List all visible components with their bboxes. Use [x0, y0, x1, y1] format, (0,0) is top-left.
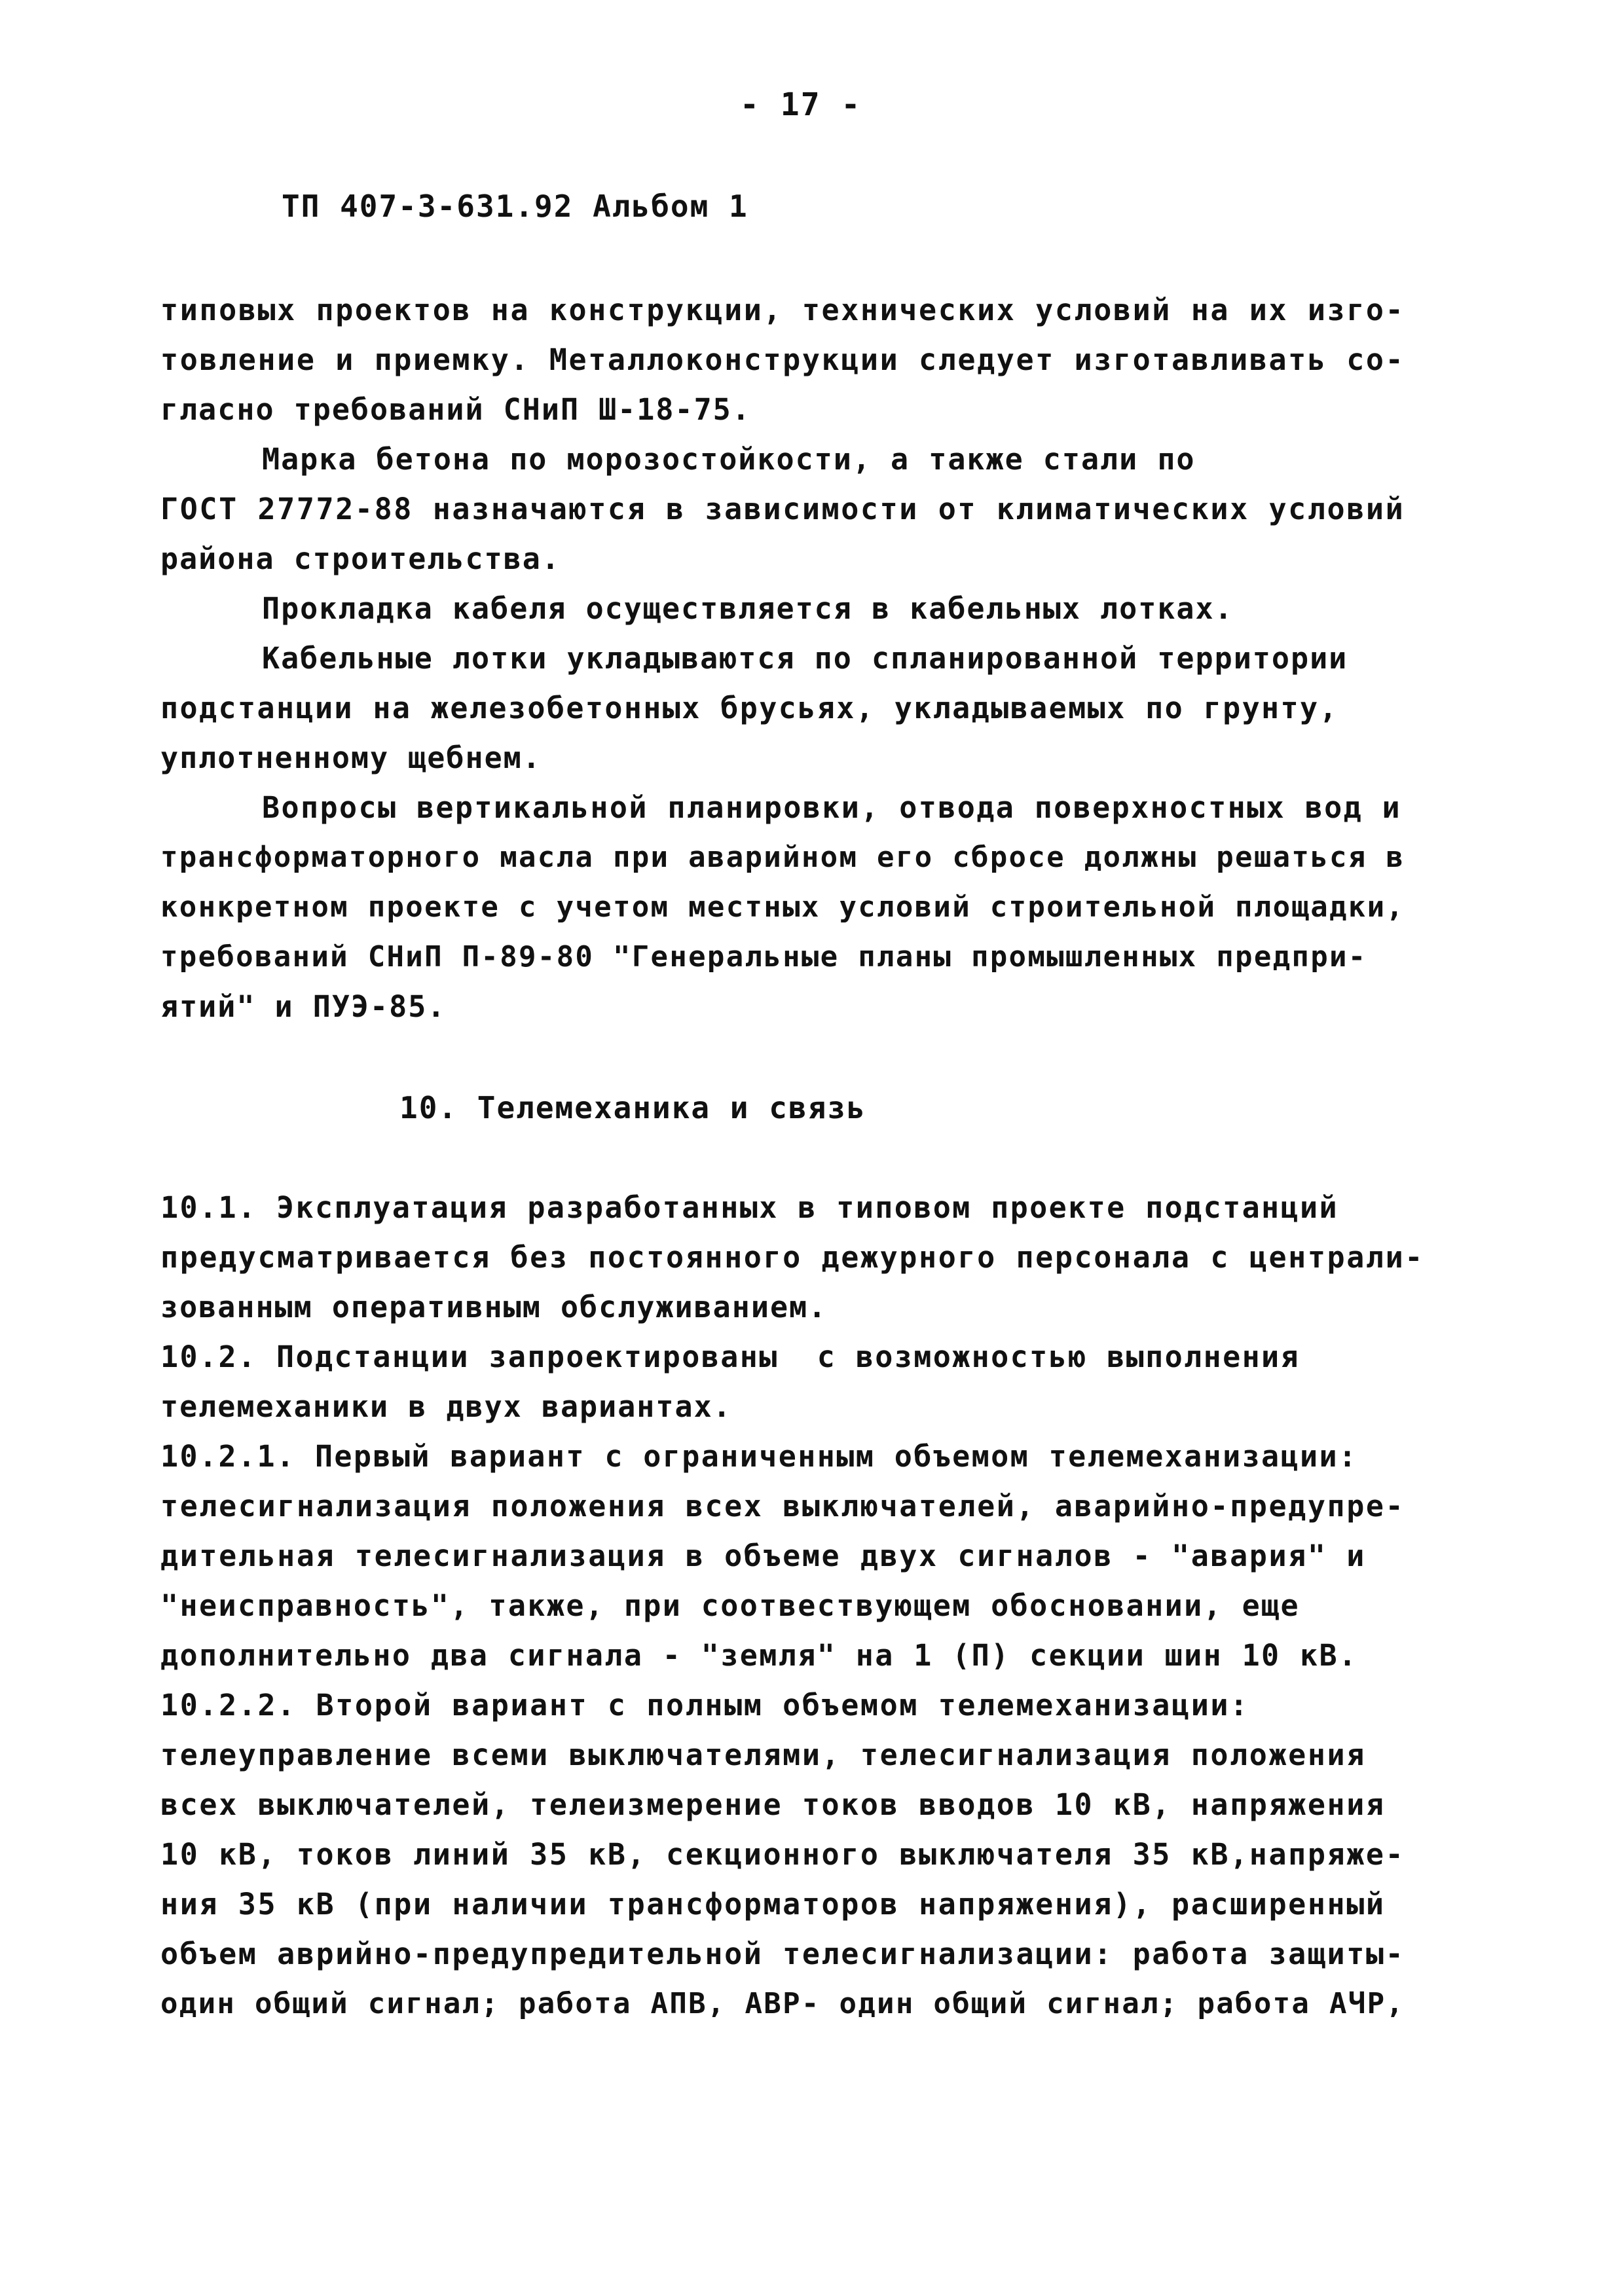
text-line: один общий сигнал; работа АПВ, АВР- один общий сигнал; работа АЧР, — [160, 1987, 1405, 2020]
text-line: 10.2. Подстанции запроектированы с возможностью выполнения — [160, 1339, 1301, 1374]
document-code-header: ТП 407-3-631.92 Альбом 1 — [282, 189, 748, 224]
page-number: - 17 - — [740, 86, 862, 123]
text-line: дительная телесигнализация в объеме двух сигналов - "авария" и — [160, 1539, 1366, 1573]
text-line: телеуправление всеми выключателями, телесигнализация положения — [160, 1738, 1366, 1772]
text-line: трансформаторного масла при аварийном его сбросе должны решаться в — [160, 841, 1405, 874]
text-line: 10.1. Эксплуатация разработанных в типовом проекте подстанций — [160, 1190, 1339, 1225]
text-line: Вопросы вертикальной планировки, отвода поверхностных вод и — [262, 790, 1402, 825]
text-line: Кабельные лотки укладываются по спланированной территории — [262, 641, 1348, 676]
text-line: подстанции на железобетонных брусьях, укладываемых по грунту, — [160, 691, 1339, 725]
text-line: зованным оперативным обслуживанием. — [160, 1290, 828, 1324]
text-line: 10.2.1. Первый вариант с ограниченным объемом телемеханизации: — [160, 1439, 1358, 1474]
section-heading: 10. Телемеханика и связь — [399, 1090, 866, 1125]
text-line: Марка бетона по морозостойкости, а также стали по — [262, 442, 1196, 477]
text-line: "неисправность", также, при соотвествующем обосновании, еще — [160, 1588, 1301, 1623]
text-line: Прокладка кабеля осуществляется в кабельных лотках. — [262, 591, 1234, 626]
text-line: уплотненному щебнем. — [160, 740, 542, 775]
text-line: телесигнализация положения всех выключателей, аварийно-предупре- — [160, 1489, 1405, 1523]
text-line: предусматривается без постоянного дежурного персонала с централи- — [160, 1240, 1424, 1275]
text-line: требований СНиП П-89-80 "Генеральные планы промышленных предпри- — [160, 940, 1367, 974]
text-line: товление и приемку. Металлоконструкции следует изготавливать со- — [160, 342, 1405, 377]
text-line: района строительства. — [160, 541, 561, 576]
text-line: типовых проектов на конструкции, технических условий на их изго- — [160, 293, 1405, 327]
text-line: объем аврийно-предупредительной телесигнализации: работа защиты- — [160, 1937, 1405, 1971]
text-line: ния 35 кВ (при наличии трансформаторов напряжения), расширенный — [160, 1887, 1386, 1922]
text-line: всех выключателей, телеизмерение токов вводов 10 кВ, напряжения — [160, 1787, 1386, 1822]
text-line: ятий" и ПУЭ-85. — [160, 989, 447, 1024]
text-line: ГОСТ 27772-88 назначаются в зависимости от климатических условий — [160, 492, 1405, 526]
text-line: телемеханики в двух вариантах. — [160, 1389, 732, 1424]
text-line: конкретном проекте с учетом местных условий строительной площадки, — [160, 890, 1405, 924]
text-line: 10 кВ, токов линий 35 кВ, секционного выключателя 35 кВ,напряже- — [160, 1837, 1405, 1872]
text-line: гласно требований СНиП Ш-18-75. — [160, 392, 751, 427]
text-line: дополнительно два сигнала - "земля" на 1 (П) секции шин 10 кВ. — [160, 1638, 1358, 1673]
text-line: 10.2.2. Второй вариант с полным объемом телемеханизации: — [160, 1688, 1249, 1722]
